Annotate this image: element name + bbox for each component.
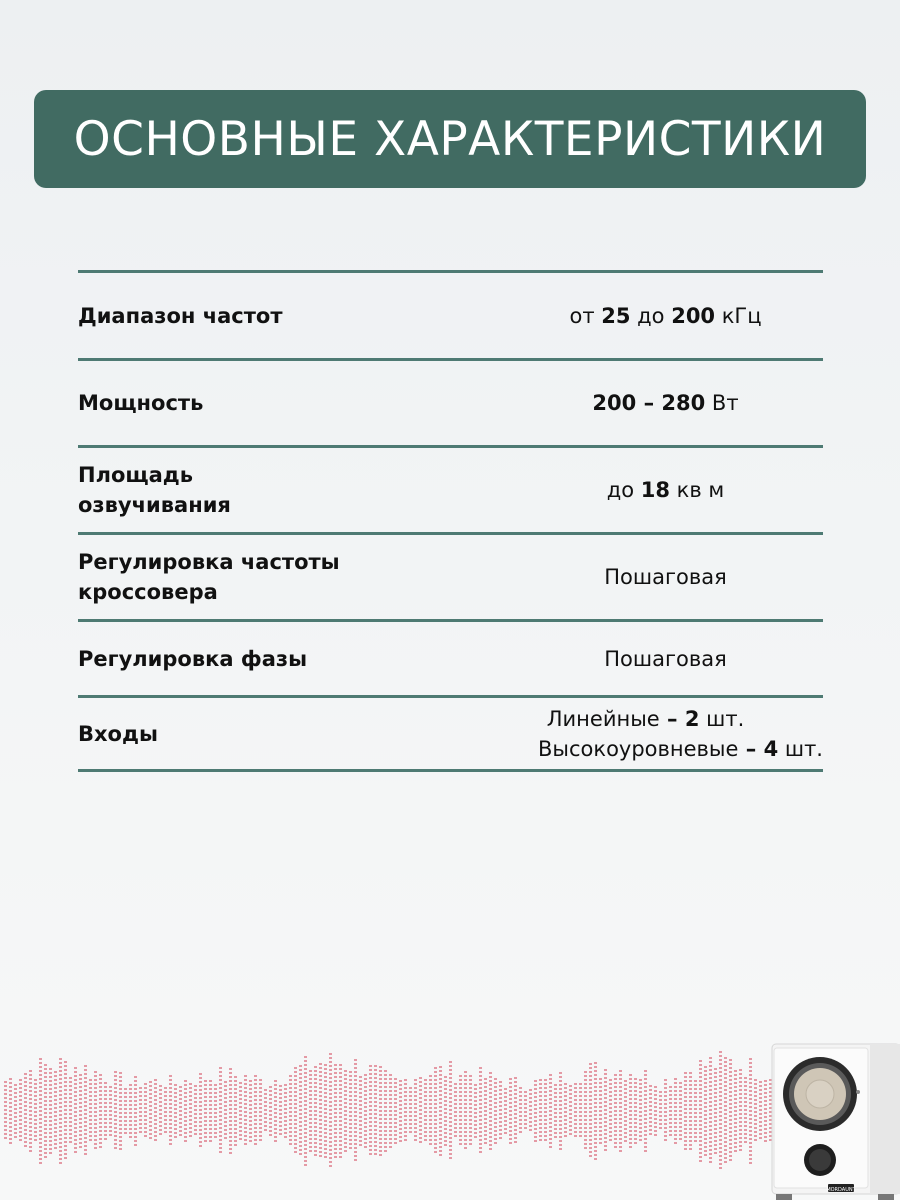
inputs-line-high-level: [378, 734, 823, 764]
high-inputs-count: 4: [763, 736, 779, 761]
crossover-label-line1: Регулировка частоты: [78, 550, 340, 574]
linear-inputs-sep: –: [659, 706, 685, 731]
frequency-prefix: от: [569, 303, 602, 328]
spec-value-crossover: Пошаговая: [604, 565, 727, 589]
power-max: 280: [661, 391, 706, 415]
spec-value-area: [508, 475, 823, 505]
spec-row-frequency: [78, 273, 823, 358]
sound-waveform-decoration: [0, 1030, 780, 1180]
spec-value-frequency: [508, 301, 823, 331]
spec-row-phase: [78, 622, 823, 695]
header-banner: [34, 90, 866, 188]
high-inputs-sep: –: [738, 736, 764, 761]
area-prefix: до: [606, 478, 641, 502]
frequency-min: 25: [601, 303, 631, 328]
area-label-line1: Площадь: [78, 463, 194, 487]
crossover-label-line2: кроссовера: [78, 580, 218, 604]
area-value: 18: [640, 478, 670, 502]
spec-row-power: [78, 361, 823, 445]
high-inputs-unit: шт.: [778, 736, 823, 761]
power-sep: –: [636, 391, 662, 415]
spec-label-phase: Регулировка фазы: [78, 646, 308, 671]
spec-value-phase: Пошаговая: [604, 646, 727, 671]
spec-label-inputs: Входы: [78, 721, 158, 746]
area-label-line2: озвучивания: [78, 493, 231, 517]
linear-inputs-count: 2: [684, 706, 700, 731]
spec-value-inputs: [378, 704, 823, 764]
page-title: ОСНОВНЫЕ ХАРАКТЕРИСТИКИ: [73, 111, 827, 167]
frequency-unit: кГц: [715, 303, 762, 328]
spec-row-area: [78, 448, 823, 532]
spec-label-crossover: [78, 547, 508, 607]
power-min: 200: [592, 391, 637, 415]
spec-row-inputs: [78, 698, 823, 769]
brand-badge: MORDAUNT: [826, 1187, 856, 1193]
linear-inputs-name: Линейные: [546, 706, 660, 731]
area-unit: кв м: [670, 478, 725, 502]
spec-row-crossover: [78, 535, 823, 619]
high-inputs-name: Высокоуровневые: [538, 736, 739, 761]
spec-value-power: [508, 388, 823, 418]
power-unit: Вт: [705, 391, 739, 415]
spec-label-area: [78, 460, 508, 520]
spec-table: [78, 270, 823, 772]
frequency-mid: до: [630, 303, 672, 328]
spec-label-frequency: Диапазон частот: [78, 303, 283, 328]
subwoofer-image: [770, 1042, 900, 1200]
linear-inputs-unit: шт.: [699, 706, 745, 731]
spec-label-power: Мощность: [78, 391, 204, 415]
frequency-max: 200: [671, 303, 716, 328]
divider: [78, 769, 823, 772]
inputs-line-linear: [378, 704, 823, 734]
